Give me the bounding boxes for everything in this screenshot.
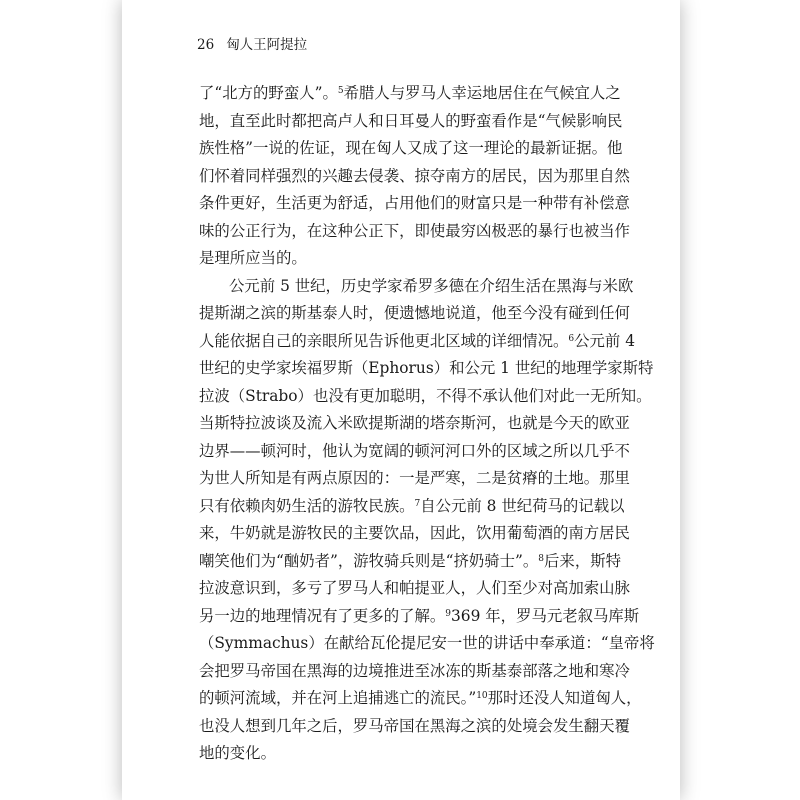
text-line: 拉波（Strabo）也没有更加聪明，不得不承认他们对此一无所知。: [199, 386, 652, 405]
text-line: 族性格”一说的佐证，现在匈人又成了这一理论的最新证据。他: [199, 139, 623, 157]
footnote-ref[interactable]: 7: [414, 498, 421, 509]
footnote-ref[interactable]: 8: [538, 553, 545, 564]
running-header: [197, 33, 307, 53]
text-line: 的顿河流域，并在河上追捕逃亡的流民。”$^{10}$那时还没人知道匈人，: [199, 689, 642, 707]
text-line: 世纪的史学家埃福罗斯（Ephorus）和公元 1 世纪的地理学家斯特: [199, 359, 654, 377]
text-line: 是理所应当的。: [199, 249, 307, 267]
page-body: [199, 80, 655, 768]
paragraph-start-line: 公元前 5 世纪，历史学家希罗多德在介绍生活在黑海与米欧: [229, 276, 634, 295]
text-line: 另一边的地理情况有了更多的了解。$^9$369 年，罗马元老叙马库斯: [199, 606, 640, 625]
footnote-ref[interactable]: 9: [445, 608, 451, 619]
text-line: 味的公正行为，在这种公正下，即使最穷凶极恶的暴行也被当作: [199, 221, 630, 240]
text-line: 为世人所知是有两点原因的：一是严寒，二是贫瘠的土地。那里: [199, 469, 630, 487]
text-line: 提斯湖之滨的斯基泰人时，便遗憾地说道，他至今没有碰到任何: [199, 304, 630, 322]
text-line: 也没人想到几年之后，罗马帝国在黑海之滨的处境会发生翻天覆: [199, 716, 630, 735]
text-line: 了“北方的野蛮人”。$^5$希腊人与罗马人幸运地居住在气候宜人之: [199, 84, 621, 102]
text-line: 地的变化。: [199, 744, 276, 762]
text-line: 拉波意识到，多亏了罗马人和帕提亚人，人们至少对高加索山脉: [199, 579, 630, 597]
text-line: 当斯特拉波谈及流入米欧提斯湖的塔奈斯河，也就是今天的欧亚: [199, 414, 630, 432]
page-number: 26: [197, 37, 215, 53]
text-line: 会把罗马帝国在黑海的边境推进至冰冻的斯基泰部落之地和寒冷: [199, 661, 630, 680]
text-line: （Symmachus）在献给瓦伦提尼安一世的讲话中奉承道：“皇帝将: [199, 634, 655, 652]
text-line: 们怀着同样强烈的兴趣去侵袭、掠夺南方的居民，因为那里自然: [199, 166, 630, 185]
footnote-ref[interactable]: 10: [476, 691, 488, 701]
text-line: 只有依赖肉奶生活的游牧民族。$^7$自公元前 8 世纪荷马的记载以: [199, 496, 625, 515]
text-line: 人能依据自己的亲眼所见告诉他更北区域的详细情况。$^6$公元前 4: [199, 331, 635, 350]
text-line: 嘲笑他们为“酗奶者”，游牧骑兵则是“挤奶骑士”。$^8$后来，斯特: [199, 551, 621, 570]
footnote-ref[interactable]: 5: [337, 86, 344, 96]
text-line: 来，牛奶就是游牧民的主要饮品，因此，饮用葡萄酒的南方居民: [199, 524, 630, 542]
text-line: 边界——顿河时，他认为宽阔的顿河河口外的区域之所以几乎不: [199, 441, 630, 460]
footnote-ref[interactable]: 6: [568, 333, 575, 344]
text-line: 条件更好，生活更为舒适，占用他们的财富只是一种带有补偿意: [199, 194, 630, 212]
book-title: 匈人王阿提拉: [226, 37, 308, 53]
text-line: 地，直至此时都把高卢人和日耳曼人的野蛮看作是“气候影响民: [199, 111, 623, 130]
